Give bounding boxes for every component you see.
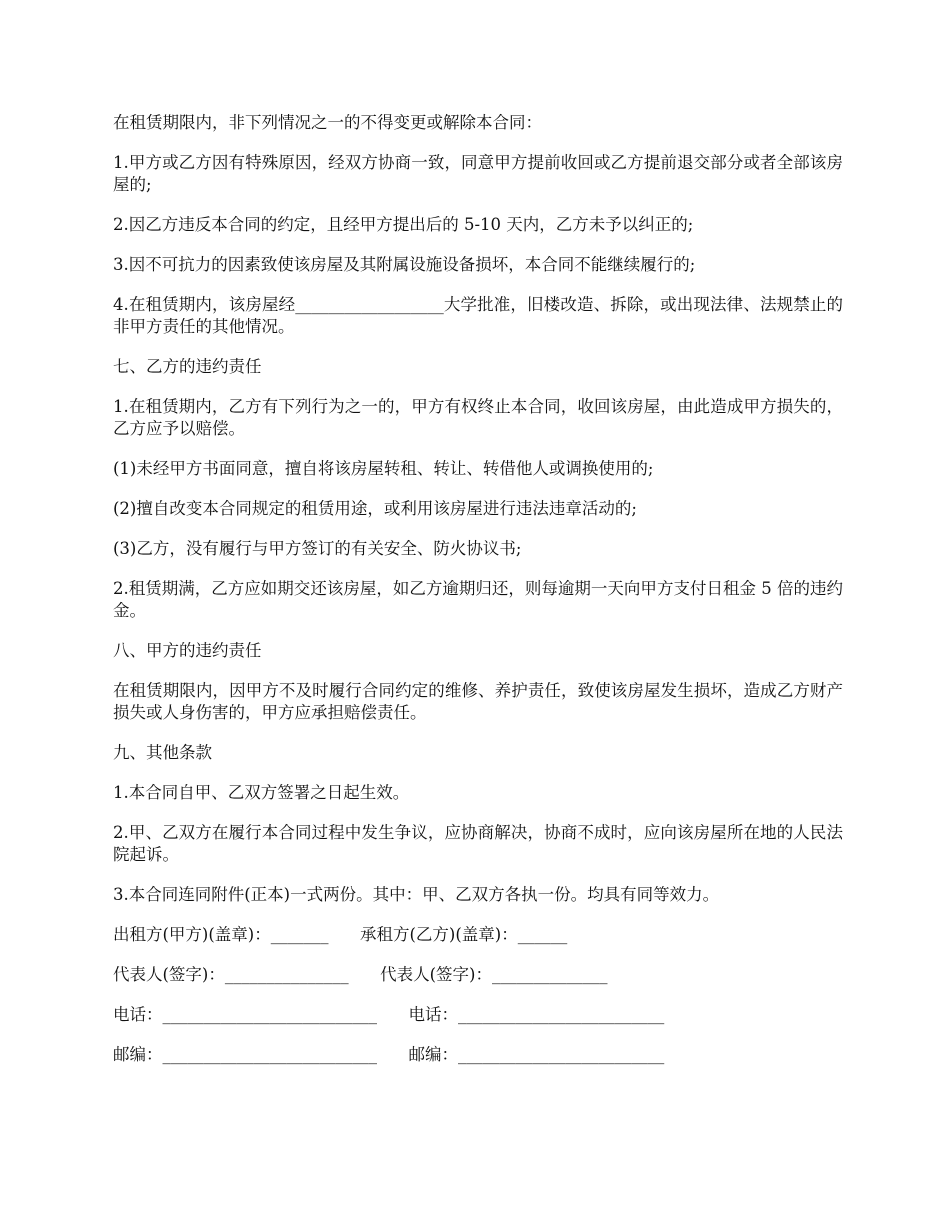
lessor-postcode-field: 邮编：__________________________: [113, 1045, 377, 1064]
clause-other-2: 2.甲、乙双方在履行本合同过程中发生争议，应协商解决，协商不成时，应向该房屋所在地的人民法院起诉。: [113, 823, 843, 864]
signature-row-postcode: [113, 1044, 843, 1066]
lessee-postcode-field: 邮编：_________________________: [408, 1045, 665, 1064]
clause-termination-intro: 在租赁期限内，非下列情况之一的不得变更或解除本合同：: [113, 113, 542, 132]
lessor-phone-field: 电话：__________________________: [113, 1005, 377, 1024]
section-heading-7: 七、乙方的违约责任: [113, 357, 262, 376]
clause-landlord-breach: 在租赁期限内，因甲方不及时履行合同约定的维修、养护责任，致使该房屋发生损坏，造成乙方财产损失或人身伤害的，甲方应承担赔偿责任。: [113, 681, 843, 722]
clause-other-1: 1.本合同自甲、乙双方签署之日起生效。: [113, 783, 410, 802]
clause-tenant-breach-1-1: (1)未经甲方书面同意，擅自将该房屋转租、转让、转借他人或调换使用的;: [113, 459, 654, 478]
lessee-phone-field: 电话：_________________________: [408, 1005, 665, 1024]
clause-tenant-breach-1: 1.在租赁期内，乙方有下列行为之一的，甲方有权终止本合同，收回该房屋，由此造成甲方损失的，乙方应予以赔偿。: [113, 397, 843, 438]
signature-row-representative: [113, 964, 843, 986]
clause-termination-2: 2.因乙方违反本合同的约定，且经甲方提出后的 5-10 天内，乙方未予以纠正的;: [113, 215, 694, 234]
section-heading-8: 八、甲方的违约责任: [113, 641, 262, 660]
signature-row-seal: [113, 924, 843, 946]
clause-termination-4: 4.在租赁期内，该房屋经__________________大学批准，旧楼改造、拆除，或出现法律、法规禁止的非甲方责任的其他情况。: [113, 295, 843, 336]
clause-tenant-breach-2: 2.租赁期满，乙方应如期交还该房屋，如乙方逾期归还，则每逾期一天向甲方支付日租金 5 倍的违约金。: [113, 579, 843, 620]
section-heading-9: 九、其他条款: [113, 743, 212, 762]
clause-termination-1: 1.甲方或乙方因有特殊原因，经双方协商一致，同意甲方提前收回或乙方提前退交部分或者全部该房屋的;: [113, 153, 843, 194]
clause-tenant-breach-1-3: (3)乙方，没有履行与甲方签订的有关安全、防火协议书;: [113, 539, 522, 558]
clause-other-3: 3.本合同连同附件(正本)一式两份。其中：甲、乙双方各执一份。均具有同等效力。: [113, 885, 720, 904]
contract-page: [113, 112, 843, 1084]
lessee-representative-field: 代表人(签字)：______________: [380, 965, 608, 984]
clause-termination-3: 3.因不可抗力的因素致使该房屋及其附属设施设备损坏，本合同不能继续履行的;: [113, 255, 696, 274]
clause-tenant-breach-1-2: (2)擅自改变本合同规定的租赁用途，或利用该房屋进行违法违章活动的;: [113, 499, 637, 518]
signature-row-phone: [113, 1004, 843, 1026]
lessee-seal-field: 承租方(乙方)(盖章)：______: [359, 925, 568, 944]
lessor-representative-field: 代表人(签字)：_______________: [113, 965, 349, 984]
lessor-seal-field: 出租方(甲方)(盖章)：_______: [113, 925, 329, 944]
